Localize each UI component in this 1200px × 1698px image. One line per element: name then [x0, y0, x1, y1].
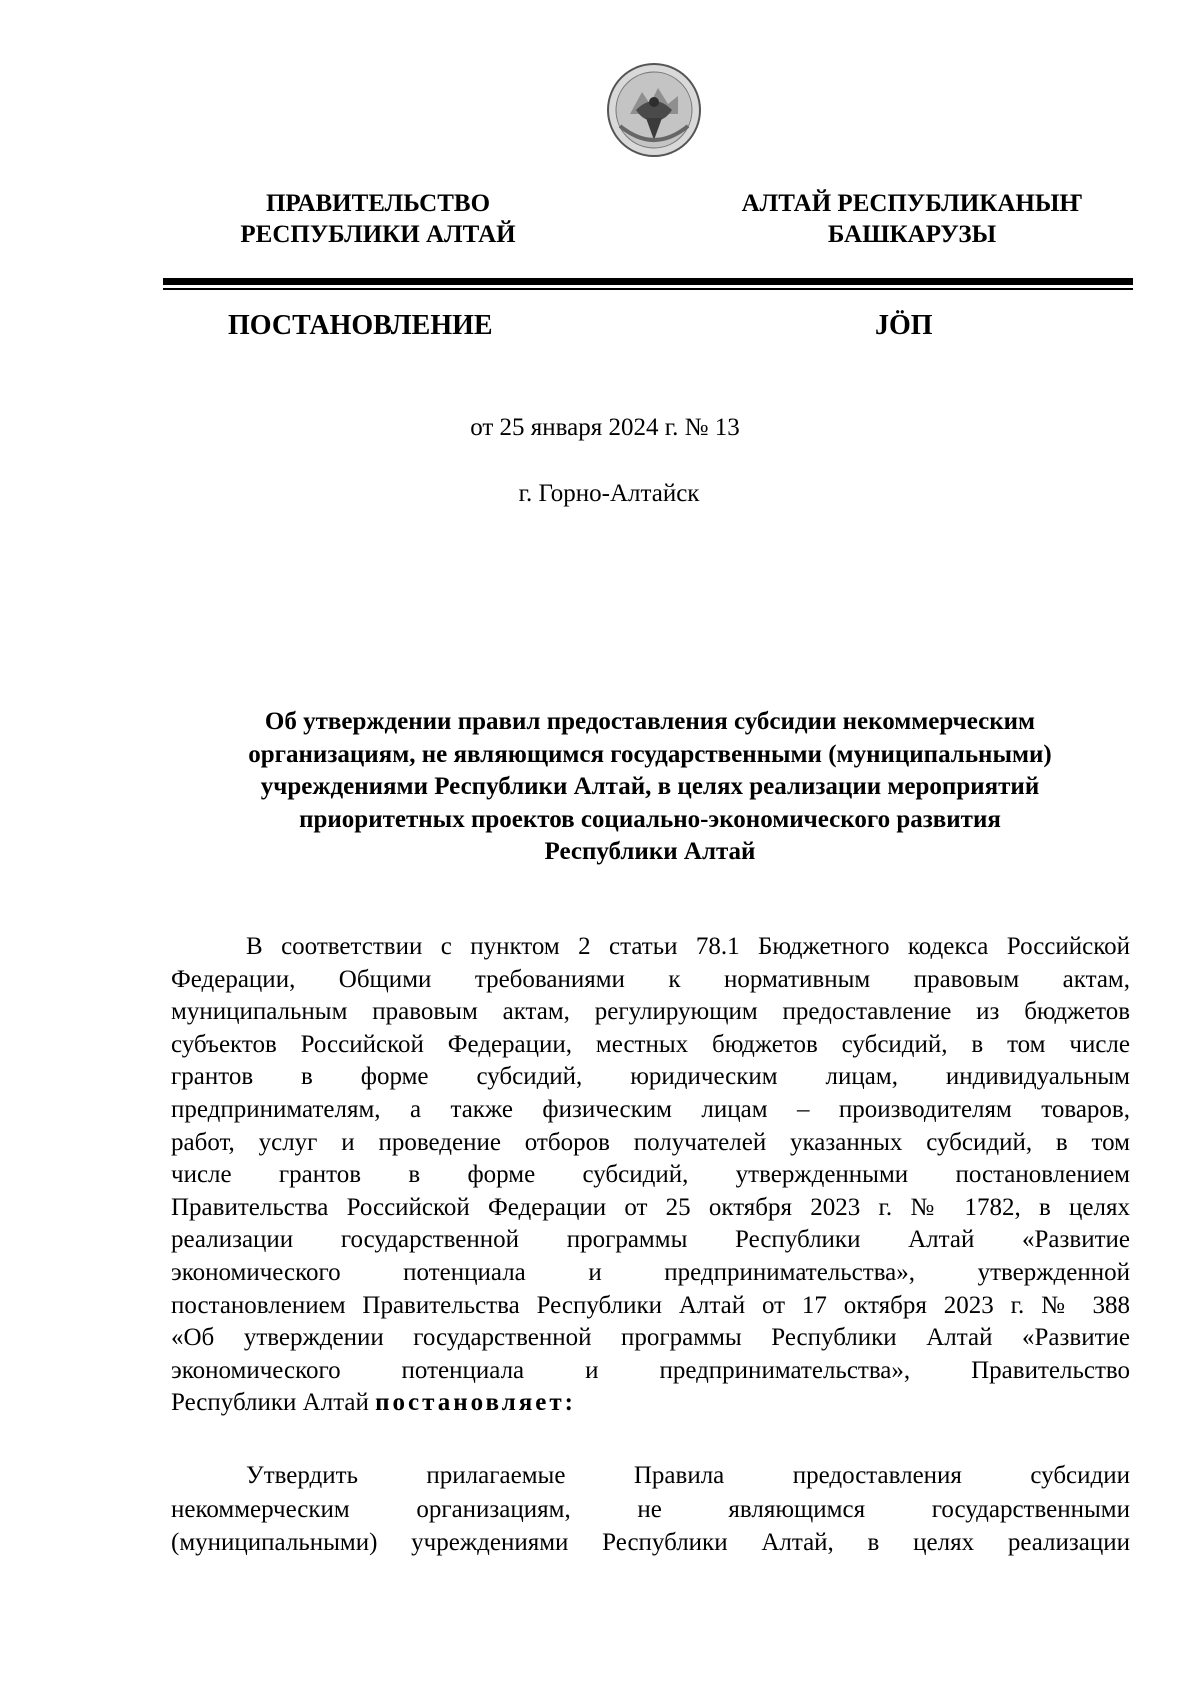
preamble-paragraph — [171, 931, 1130, 1420]
paragraph-line: муниципальным правовым актам, регулирующим предоставление из бюджетов — [171, 998, 1130, 1026]
paragraph-line: числе грантов в форме субсидий, утвержденными постановлением — [171, 1161, 1130, 1189]
paragraph-last-line — [171, 1387, 1130, 1420]
paragraph-line: грантов в форме субсидий, юридическим лицам, индивидуальным — [171, 1063, 1130, 1091]
paragraph-line: субъектов Российской Федерации, местных бюджетов субсидий, в том числе — [171, 1030, 1130, 1058]
paragraph-line: предпринимателям, а также физическим лицам – производителям товаров, — [171, 1095, 1130, 1123]
document-date-number: от 25 января 2024 г. № 13 — [470, 414, 740, 441]
header-divider-thin — [163, 288, 1133, 290]
title-line: организациям, не являющимся государственными (муниципальными) — [248, 740, 1052, 768]
document-type-russian: ПОСТАНОВЛЕНИЕ — [228, 310, 493, 341]
paragraph-line: (муниципальными) учреждениями Республики Алтай, в целях реализации — [171, 1529, 1130, 1556]
resolution-paragraph — [171, 1459, 1130, 1560]
paragraph-line: «Об утверждении государственной программы Республики Алтай «Развитие — [171, 1324, 1130, 1352]
title-line: учреждениями Республики Алтай, в целях реализации мероприятий — [260, 773, 1040, 800]
paragraph-line: Федерации, Общими требованиями к нормативным правовым актам, — [171, 965, 1130, 993]
paragraph-line: Правительства Российской Федерации от 25 октября 2023 г. № 1782, в целях — [171, 1193, 1130, 1221]
paragraph-line: работ, услуг и проведение отборов получателей указанных субсидий, в том — [171, 1128, 1130, 1156]
document-city: г. Горно-Алтайск — [518, 480, 700, 507]
paragraph-line: экономического потенциала и предпринимательства», утвержденной — [171, 1258, 1130, 1286]
org-alt-line-1: АЛТАЙ РЕСПУБЛИКАНЫҤ — [741, 190, 1083, 217]
document-title — [170, 706, 1130, 869]
title-line: Республики Алтай — [544, 838, 756, 865]
paragraph-line: В соответствии с пунктом 2 статьи 78.1 Бюджетного кодекса Российской — [246, 933, 1130, 960]
org-ru-line-2: РЕСПУБЛИКИ АЛТАЙ — [240, 221, 516, 248]
paragraph-line: некоммерческим организациям, не являющимся государственными — [171, 1495, 1130, 1523]
title-line: приоритетных проектов социально-экономического развития — [299, 805, 1001, 833]
title-line: Об утверждении правил предоставления субсидии некоммерческим — [264, 708, 1036, 735]
header-divider-thick — [163, 278, 1133, 285]
paragraph-line-text: Республики Алтай — [171, 1389, 369, 1417]
republic-altai-emblem-icon — [606, 62, 702, 158]
document-type-altai: JÖП — [875, 310, 933, 341]
paragraph-line: Утвердить прилагаемые Правила предоставления субсидии — [246, 1462, 1130, 1489]
paragraph-line: постановлением Правительства Республики Алтай от 17 октября 2023 г. № 388 — [171, 1291, 1130, 1319]
organization-name-altai — [702, 188, 1122, 250]
paragraph-line: экономического потенциала и предпринимательства», Правительство — [171, 1356, 1130, 1384]
organization-name-russian — [178, 188, 578, 250]
resolves-emphasis: постановляет: — [375, 1389, 576, 1417]
paragraph-line: реализации государственной программы Республики Алтай «Развитие — [171, 1226, 1130, 1254]
org-alt-line-2: БАШКАРУЗЫ — [827, 221, 997, 248]
org-ru-line-1: ПРАВИТЕЛЬСТВО — [265, 190, 491, 217]
